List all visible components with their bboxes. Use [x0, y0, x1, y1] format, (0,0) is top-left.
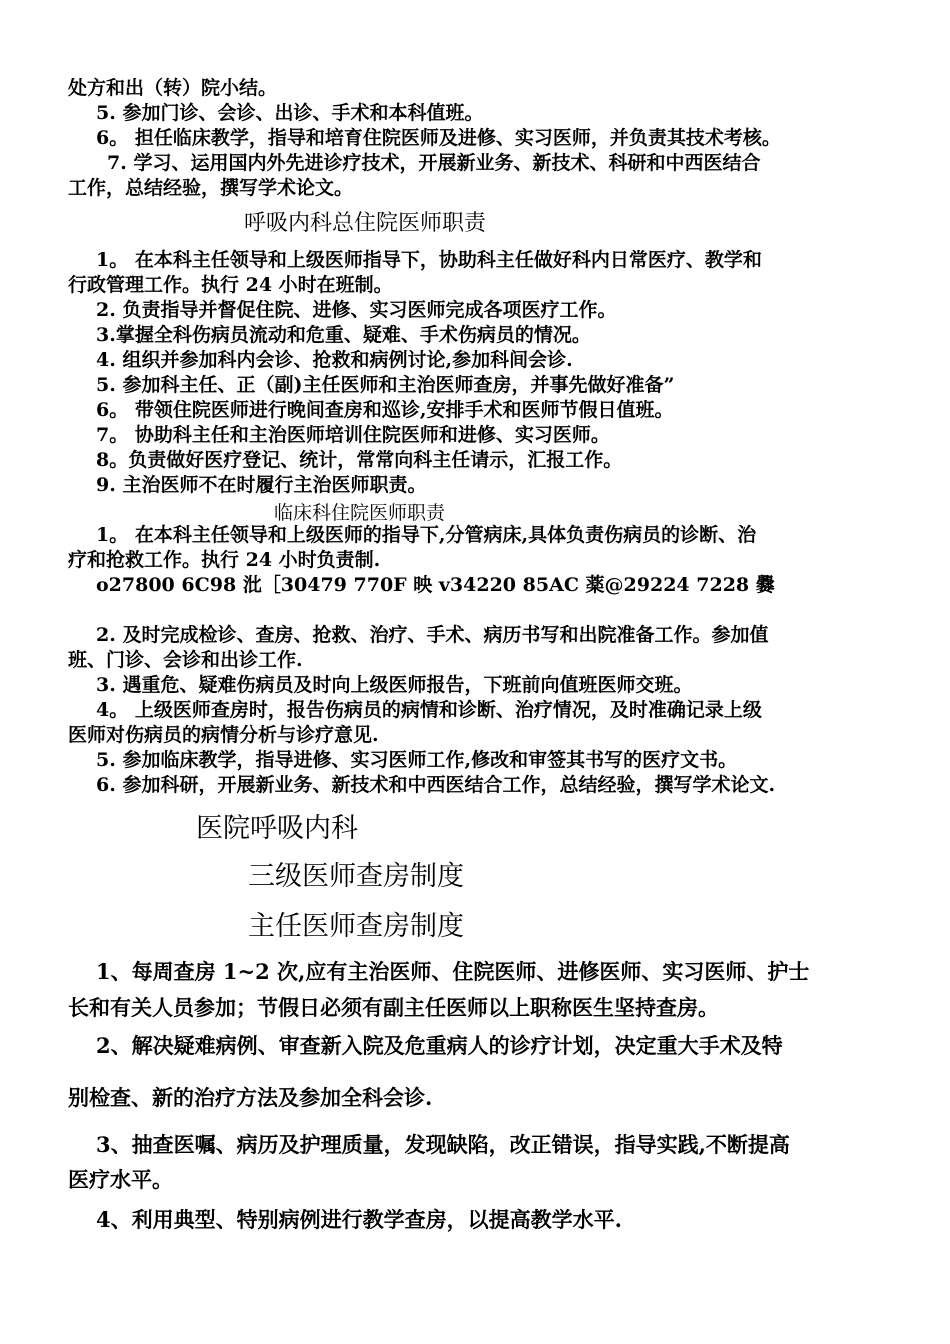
list-item: 3. 遇重危、疑难伤病员及时向上级医师报告，下班前向值班医师交班。 — [96, 674, 693, 696]
text-line: 处方和出（转）院小结。 — [68, 77, 278, 99]
list-item: 6. 参加科研，开展新业务、新技术和中西医结合工作，总结经验，撰写学术论文. — [96, 774, 776, 796]
text-line: 工作，总结经验，撰写学术论文。 — [68, 177, 354, 199]
list-item: 4. 组织并参加科内会诊、抢救和病例讨论,参加科间会诊. — [96, 349, 573, 371]
list-item: 2. 负责指导并督促住院、进修、实习医师完成各项医疗工作。 — [96, 299, 617, 321]
section-title: 呼吸内科总住院医师职责 — [244, 211, 487, 236]
list-item: 5. 参加门诊、会诊、出诊、手术和本科值班。 — [96, 102, 484, 124]
paragraph-line: 4、利用典型、特别病例进行教学查房，以提高教学水平. — [96, 1207, 622, 1232]
list-item: 2. 及时完成检诊、查房、抢救、治疗、手术、病历书写和出院准备工作。参加值 — [96, 624, 769, 646]
list-item: 6。 带领住院医师进行晚间查房和巡诊,安排手术和医师节假日值班。 — [96, 399, 674, 421]
paragraph-line: 3、抽查医嘱、病历及护理质量，发现缺陷，改正错误，指导实践,不断提高 — [96, 1132, 790, 1157]
paragraph-line: 长和有关人员参加；节假日必须有副主任医师以上职称医生坚持查房。 — [68, 995, 719, 1020]
list-item: 7. 学习、运用国内外先进诊疗技术，开展新业务、新技术、科研和中西医结合 — [107, 152, 761, 174]
list-item: 5. 参加临床教学，指导进修、实习医师工作,修改和审签其书写的医疗文书。 — [96, 749, 738, 771]
list-item: 7。 协助科主任和主治医师培训住院医师和进修、实习医师。 — [96, 424, 610, 446]
list-item: 1。 在本科主任领导和上级医师指导下，协助科主任做好科内日常医疗、教学和 — [96, 249, 762, 271]
paragraph-line: 医疗水平。 — [68, 1167, 173, 1192]
text-line: 班、门诊、会诊和出诊工作. — [68, 649, 303, 671]
list-item: 1。 在本科主任领导和上级医师的指导下,分管病床,具体负责伤病员的诊断、治 — [96, 524, 757, 546]
list-item: 9. 主治医师不在时履行主治医师职责。 — [96, 474, 427, 496]
list-item: 4。 上级医师查房时，报告伤病员的病情和诊断、治疗情况，及时准确记录上级 — [96, 699, 762, 721]
paragraph-line: 2、解决疑难病例、审查新入院及危重病人的诊疗计划，决定重大手术及特 — [96, 1033, 783, 1058]
section-title: 临床科住院医师职责 — [274, 502, 446, 524]
list-item: 6。 担任临床教学，指导和培育住院医师及进修、实习医师，并负责其技术考核。 — [96, 127, 781, 149]
list-item: 5. 参加科主任、正（副)主任医师和主治医师查房，并事先做好准备” — [96, 374, 675, 396]
list-item: 3.掌握全科伤病员流动和危重、疑难、手术伤病员的情况。 — [96, 324, 591, 346]
section-title: 三级医师查房制度 — [248, 861, 464, 892]
text-line: 医师对伤病员的病情分析与诊疗意见. — [68, 724, 379, 746]
paragraph-line: 1、每周查房 1~2 次,应有主治医师、住院医师、进修医师、实习医师、护士 — [96, 959, 810, 984]
text-line: 行政管理工作。执行 24 小时在班制。 — [68, 274, 393, 296]
code-line: o27800 6C98 沘［30479 770F 映 v34220 85AC 薬@29224 7228 爨 — [96, 574, 775, 596]
text-line: 疗和抢救工作。执行 24 小时负责制. — [68, 549, 381, 571]
paragraph-line: 别检查、新的治疗方法及参加全科会诊. — [68, 1085, 433, 1110]
section-title: 主任医师查房制度 — [248, 911, 464, 942]
department-title: 医院呼吸内科 — [196, 813, 358, 844]
list-item: 8。负责做好医疗登记、统计，常常向科主任请示，汇报工作。 — [96, 449, 623, 471]
